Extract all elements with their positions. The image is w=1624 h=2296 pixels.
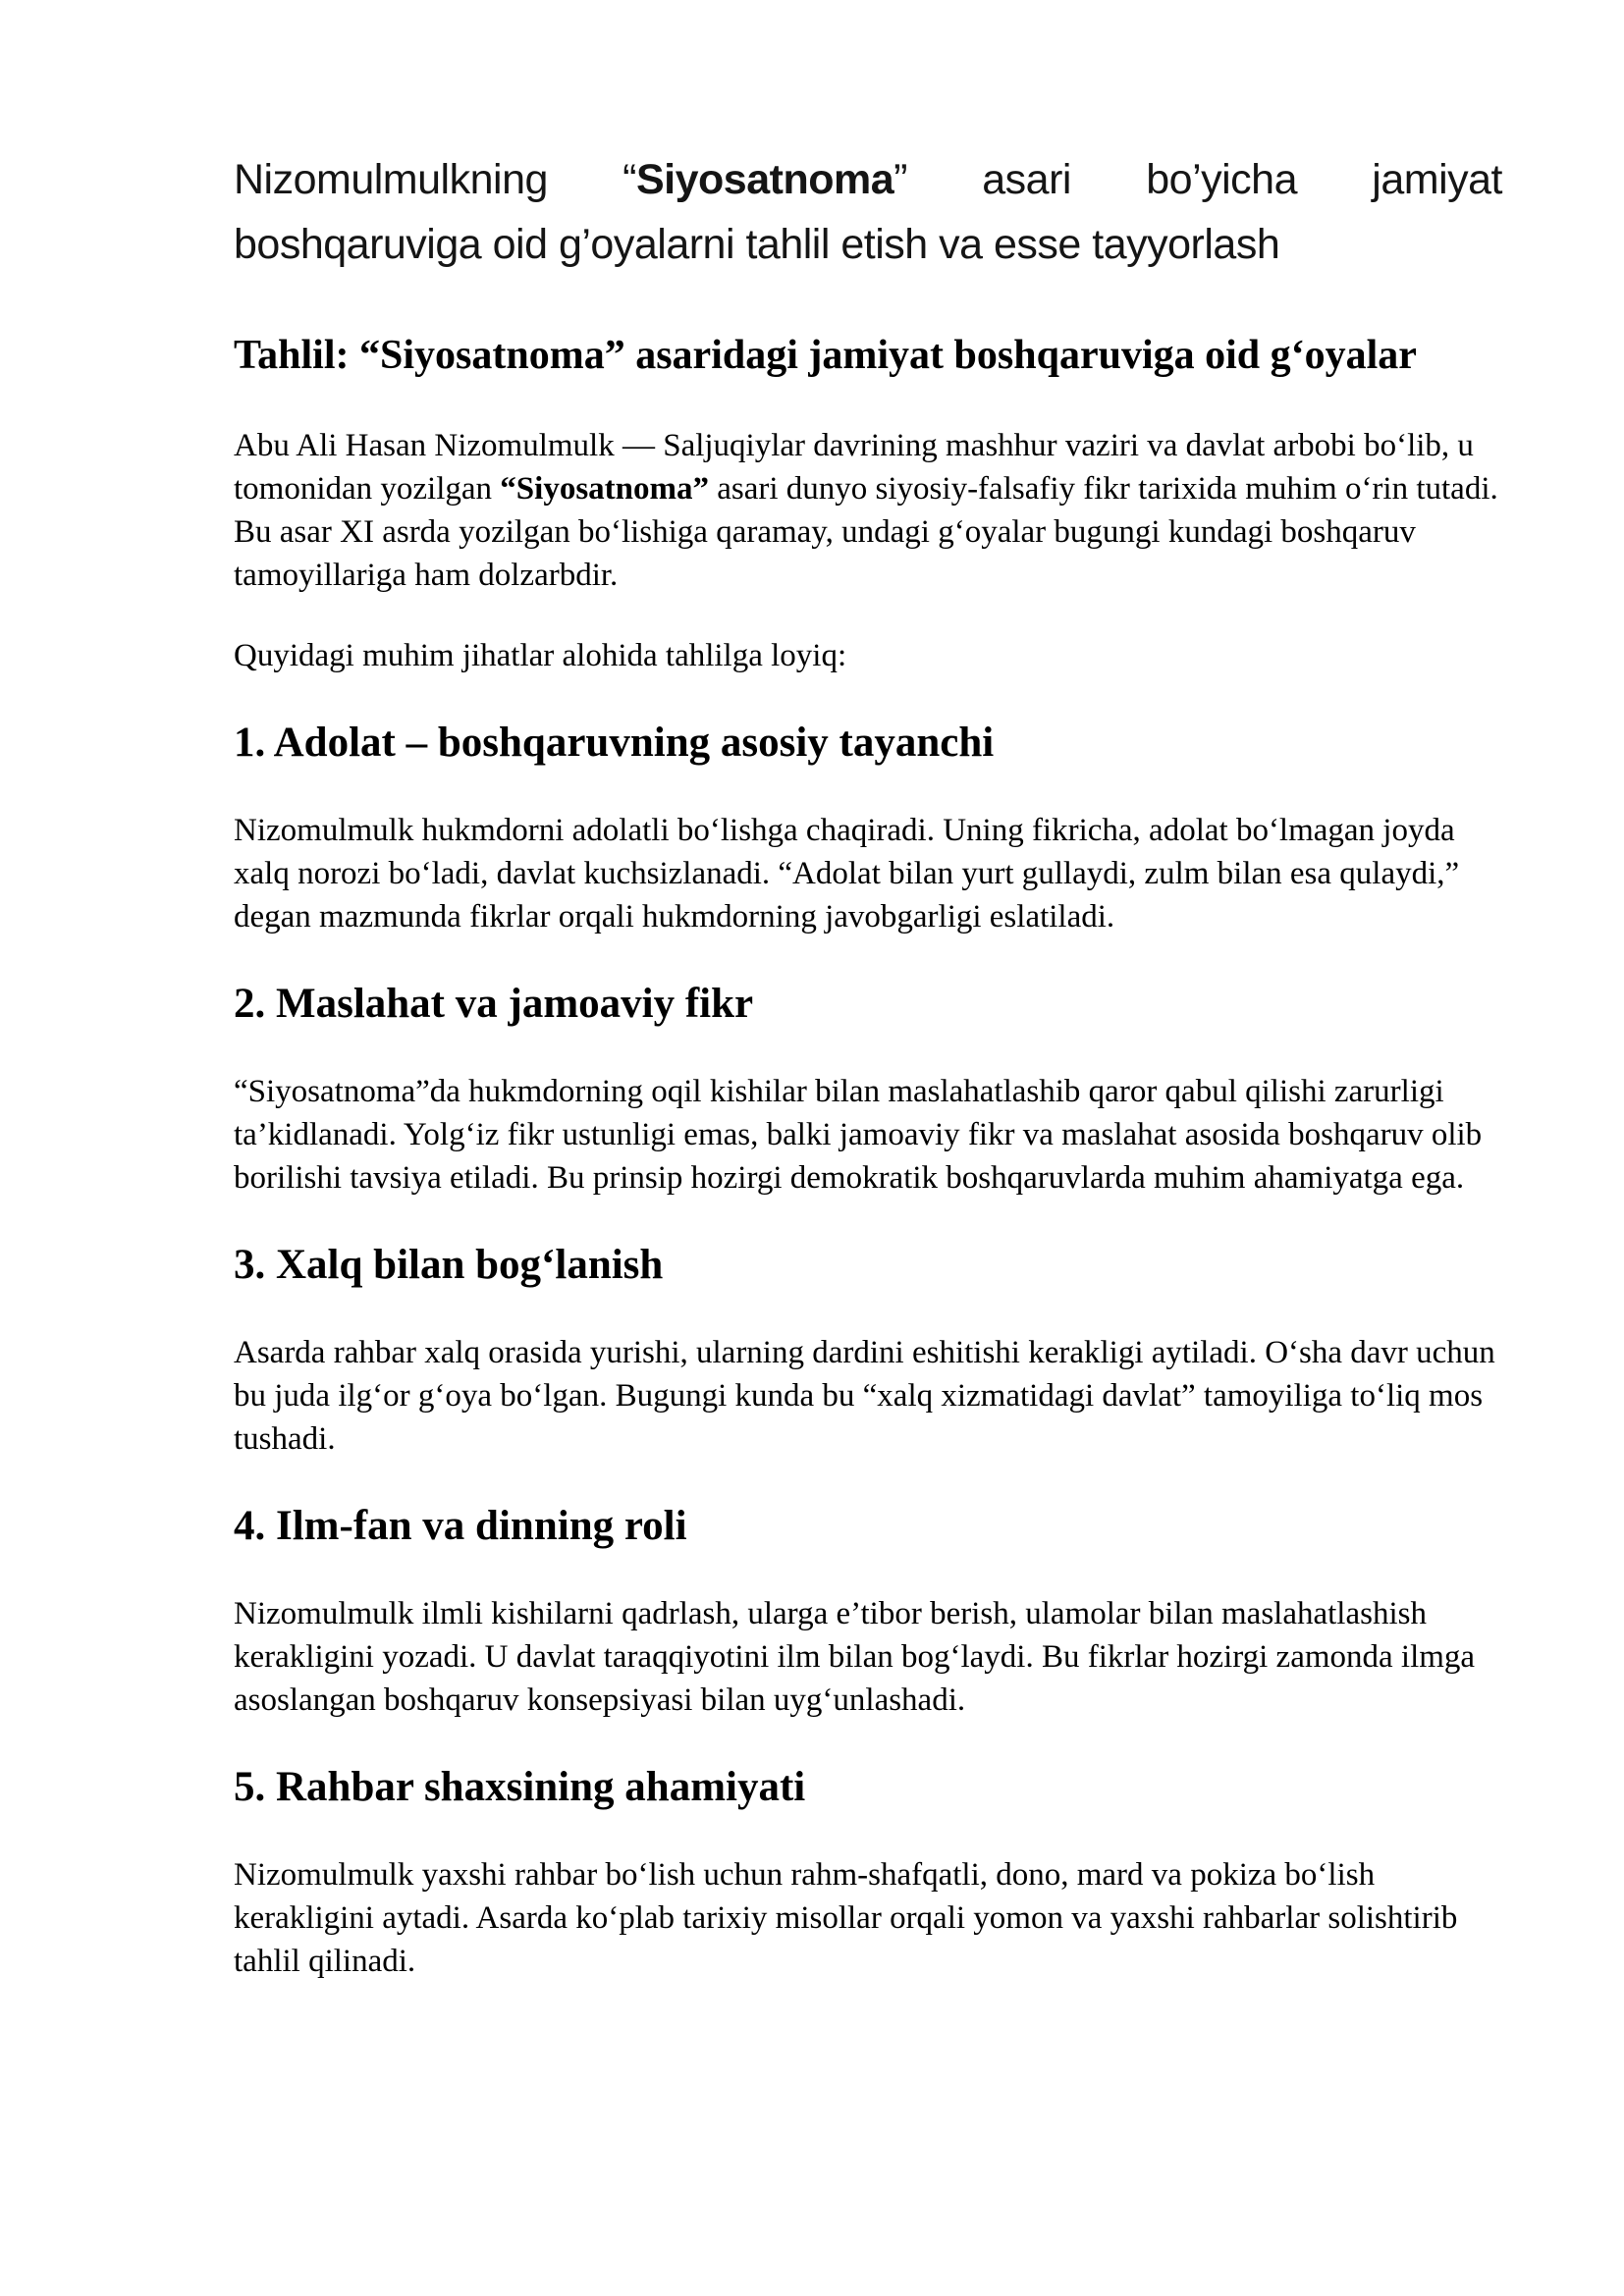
intro-paragraph-emphasis: “Siyosatnoma” (500, 471, 709, 507)
section-heading: 3. Xalq bilan bog‘lanish (234, 1242, 664, 1288)
document-title (234, 147, 1502, 277)
intro-paragraph (234, 424, 1502, 597)
document-subtitle: Tahlil: “Siyosatnoma” asaridagi jamiyat boshqaruviga oid g‘oyalar (234, 333, 1417, 378)
document-title-emphasis: Siyosatnoma (636, 156, 894, 203)
section-heading: 1. Adolat – boshqaruvning asosiy tayanchi (234, 720, 995, 766)
intro-paragraph-pre: Abu Ali Hasan Nizomulmulk — Saljuqiylar davrining mashhur vaziri va davlat arbobi bo‘lib, u tomonidan yozilgan (234, 428, 1474, 507)
document-section (234, 1763, 1502, 1983)
document-section (234, 719, 1502, 938)
section-paragraph: Nizomulmulk yaxshi rahbar bo‘lish uchun rahm-shafqatli, dono, mard va pokiza bo‘lish kerakligini aytadi. Asarda ko‘plab tarixiy misollar orqali yomon va yaxshi rahbarlar solishtirib tahlil qilinadi. (234, 1857, 1458, 1979)
section-paragraph: “Siyosatnoma”da hukmdorning oqil kishilar bilan maslahatlashib qaror qabul qilishi zarurligi ta’kidlanadi. Yolg‘iz fikr ustunligi emas, balki jamoaviy fikr va maslahat asosida boshqaruv olib borilishi tavsiya etiladi. Bu prinsip hozirgi demokratik boshqaruvlarda muhim ahamiyatga ega. (234, 1074, 1483, 1196)
document-section (234, 980, 1502, 1200)
document-section (234, 1502, 1502, 1722)
document-title-post: ” asari bo’yicha jamiyat boshqaruviga oid g’oyalarni tahlil etish va esse tayyorlash (234, 156, 1502, 268)
document-title-pre: Nizomulmulkning “ (234, 156, 636, 203)
section-heading: 2. Maslahat va jamoaviy fikr (234, 981, 754, 1027)
section-heading: 5. Rahbar shaxsining ahamiyati (234, 1764, 806, 1810)
intro-paragraph-post: asari dunyo siyosiy-falsafiy fikr tarixida muhim o‘rin tutadi. Bu asar XI asrda yozilgan bo‘lishiga qaramay, undagi g‘oyalar bugungi kundagi boshqaruv tamoyillariga ham dolzarbdir. (234, 471, 1498, 593)
sections-container (234, 719, 1502, 1983)
section-heading: 4. Ilm-fan va dinning roli (234, 1503, 687, 1549)
section-paragraph: Asarda rahbar xalq orasida yurishi, ularning dardini eshitishi kerakligi aytiladi. O‘sha davr uchun bu juda ilg‘or g‘oya bo‘lgan. Bugungi kunda bu “xalq xizmatidagi davlat” tamoyiliga to‘liq mos tushadi. (234, 1335, 1495, 1457)
document-section (234, 1241, 1502, 1461)
lead-in-paragraph: Quyidagi muhim jihatlar alohida tahlilga loyiq: (234, 638, 847, 673)
section-paragraph: Nizomulmulk ilmli kishilarni qadrlash, ularga e’tibor berish, ulamolar bilan maslahatlashish kerakligini yozadi. U davlat taraqqiyotini ilm bilan bog‘laydi. Bu fikrlar hozirgi zamonda ilmga asoslangan boshqaruv konsepsiyasi bilan uyg‘unlashadi. (234, 1596, 1476, 1718)
section-paragraph: Nizomulmulk hukmdorni adolatli bo‘lishga chaqiradi. Uning fikricha, adolat bo‘lmagan joyda xalq norozi bo‘ladi, davlat kuchsizlanadi. “Adolat bilan yurt gullaydi, zulm bilan esa qulaydi,” degan mazmunda fikrlar orqali hukmdorning javobgarligi eslatiladi. (234, 813, 1460, 934)
